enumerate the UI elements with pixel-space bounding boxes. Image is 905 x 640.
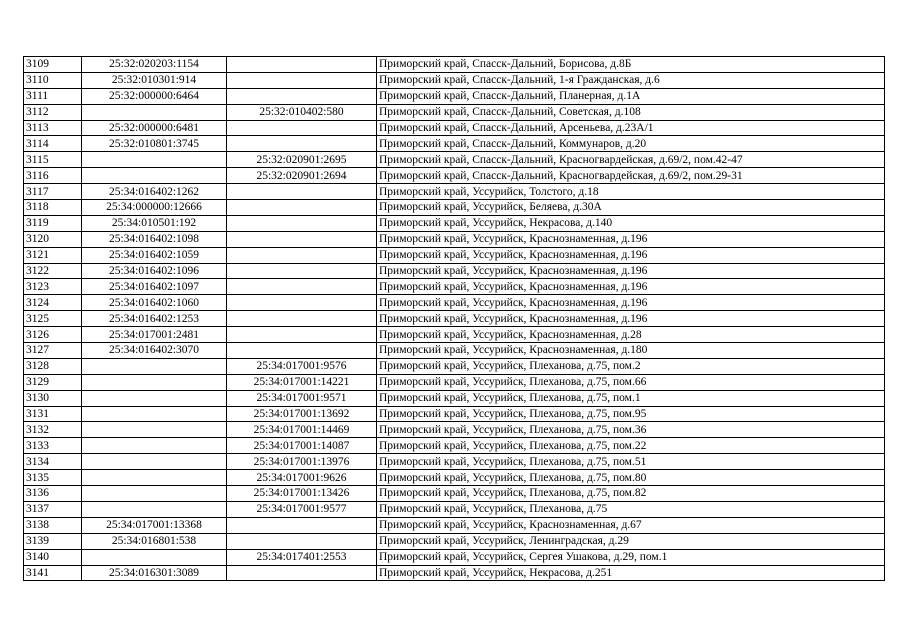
cadastral-number-cell	[82, 104, 227, 120]
premises-cadastral-number-cell	[227, 184, 377, 200]
row-number-cell: 3122	[24, 263, 82, 279]
cadastral-number-cell: 25:34:016402:1060	[82, 295, 227, 311]
premises-cadastral-number-cell	[227, 72, 377, 88]
address-cell: Приморский край, Уссурийск, Плеханова, д.75, пом.80	[377, 470, 885, 486]
cadastral-number-cell	[82, 470, 227, 486]
premises-cadastral-number-cell	[227, 295, 377, 311]
cadastral-number-cell: 25:34:017001:13368	[82, 517, 227, 533]
row-number-cell: 3113	[24, 120, 82, 136]
cadastral-number-cell	[82, 358, 227, 374]
address-cell: Приморский край, Уссурийск, Плеханова, д.75	[377, 501, 885, 517]
table-row	[24, 501, 885, 517]
cadastral-number-cell	[82, 422, 227, 438]
row-number-cell: 3112	[24, 104, 82, 120]
cadastral-number-cell: 25:34:016301:3089	[82, 565, 227, 581]
address-cell: Приморский край, Уссурийск, Краснознаменная, д.196	[377, 247, 885, 263]
address-cell: Приморский край, Уссурийск, Плеханова, д.75, пом.2	[377, 358, 885, 374]
cadastral-number-cell	[82, 438, 227, 454]
table-row	[24, 88, 885, 104]
cadastral-number-cell: 25:34:016402:1097	[82, 279, 227, 295]
table-row	[24, 374, 885, 390]
premises-cadastral-number-cell: 25:34:017001:9626	[227, 470, 377, 486]
cadastral-number-cell	[82, 454, 227, 470]
row-number-cell: 3138	[24, 517, 82, 533]
address-cell: Приморский край, Спасск-Дальний, 1-я Гражданская, д.6	[377, 72, 885, 88]
table-row	[24, 215, 885, 231]
table-row	[24, 470, 885, 486]
cadastral-number-cell	[82, 390, 227, 406]
table-row	[24, 57, 885, 73]
table-row	[24, 311, 885, 327]
premises-cadastral-number-cell	[227, 327, 377, 343]
row-number-cell: 3140	[24, 549, 82, 565]
row-number-cell: 3121	[24, 247, 82, 263]
row-number-cell: 3134	[24, 454, 82, 470]
cadastral-number-cell: 25:34:010501:192	[82, 215, 227, 231]
cadastral-number-cell: 25:34:016402:1059	[82, 247, 227, 263]
premises-cadastral-number-cell	[227, 279, 377, 295]
cadastral-number-cell	[82, 486, 227, 502]
address-cell: Приморский край, Уссурийск, Некрасова, д.251	[377, 565, 885, 581]
premises-cadastral-number-cell: 25:34:017001:14469	[227, 422, 377, 438]
table-row	[24, 104, 885, 120]
premises-cadastral-number-cell	[227, 247, 377, 263]
row-number-cell: 3126	[24, 327, 82, 343]
cadastral-number-cell: 25:34:017001:2481	[82, 327, 227, 343]
premises-cadastral-number-cell: 25:34:017001:9576	[227, 358, 377, 374]
row-number-cell: 3109	[24, 57, 82, 73]
premises-cadastral-number-cell	[227, 88, 377, 104]
cadastral-number-cell	[82, 501, 227, 517]
table-row	[24, 390, 885, 406]
premises-cadastral-number-cell	[227, 200, 377, 216]
row-number-cell: 3129	[24, 374, 82, 390]
table-row	[24, 438, 885, 454]
row-number-cell: 3116	[24, 168, 82, 184]
address-cell: Приморский край, Уссурийск, Плеханова, д.75, пом.36	[377, 422, 885, 438]
address-cell: Приморский край, Уссурийск, Ленинградская, д.29	[377, 533, 885, 549]
cadastral-number-cell: 25:32:000000:6481	[82, 120, 227, 136]
address-cell: Приморский край, Спасск-Дальний, Красногвардейская, д.69/2, пом.42-47	[377, 152, 885, 168]
address-cell: Приморский край, Уссурийск, Краснознаменная, д.180	[377, 343, 885, 359]
row-number-cell: 3123	[24, 279, 82, 295]
cadastral-number-cell: 25:34:016801:538	[82, 533, 227, 549]
address-cell: Приморский край, Уссурийск, Краснознаменная, д.196	[377, 263, 885, 279]
address-cell: Приморский край, Спасск-Дальний, Коммунаров, д.20	[377, 136, 885, 152]
row-number-cell: 3120	[24, 231, 82, 247]
address-cell: Приморский край, Уссурийск, Некрасова, д.140	[377, 215, 885, 231]
table-row	[24, 327, 885, 343]
row-number-cell: 3117	[24, 184, 82, 200]
premises-cadastral-number-cell	[227, 533, 377, 549]
row-number-cell: 3110	[24, 72, 82, 88]
premises-cadastral-number-cell	[227, 565, 377, 581]
cadastral-number-cell: 25:34:016402:1262	[82, 184, 227, 200]
premises-cadastral-number-cell	[227, 517, 377, 533]
table-row	[24, 565, 885, 581]
address-cell: Приморский край, Спасск-Дальний, Арсеньева, д.23А/1	[377, 120, 885, 136]
table-row	[24, 200, 885, 216]
table-row	[24, 517, 885, 533]
table-row	[24, 358, 885, 374]
row-number-cell: 3124	[24, 295, 82, 311]
row-number-cell: 3114	[24, 136, 82, 152]
address-cell: Приморский край, Уссурийск, Плеханова, д.75, пом.22	[377, 438, 885, 454]
row-number-cell: 3141	[24, 565, 82, 581]
cadastral-number-cell	[82, 406, 227, 422]
premises-cadastral-number-cell: 25:34:017001:14087	[227, 438, 377, 454]
table-row	[24, 72, 885, 88]
row-number-cell: 3111	[24, 88, 82, 104]
premises-cadastral-number-cell	[227, 120, 377, 136]
row-number-cell: 3136	[24, 486, 82, 502]
cadastral-number-cell: 25:32:010801:3745	[82, 136, 227, 152]
premises-cadastral-number-cell	[227, 231, 377, 247]
table-row	[24, 120, 885, 136]
premises-cadastral-number-cell	[227, 311, 377, 327]
premises-cadastral-number-cell: 25:34:017001:13692	[227, 406, 377, 422]
address-cell: Приморский край, Уссурийск, Плеханова, д.75, пом.51	[377, 454, 885, 470]
row-number-cell: 3119	[24, 215, 82, 231]
table-row	[24, 406, 885, 422]
table-row	[24, 247, 885, 263]
cadastral-number-cell	[82, 374, 227, 390]
address-cell: Приморский край, Уссурийск, Краснознаменная, д.196	[377, 311, 885, 327]
table-row	[24, 454, 885, 470]
table-row	[24, 168, 885, 184]
premises-cadastral-number-cell: 25:32:020901:2695	[227, 152, 377, 168]
cadastral-number-cell: 25:34:016402:1096	[82, 263, 227, 279]
premises-cadastral-number-cell: 25:32:010402:580	[227, 104, 377, 120]
cadastral-number-cell: 25:34:016402:3070	[82, 343, 227, 359]
cadastral-number-cell: 25:34:000000:12666	[82, 200, 227, 216]
table-row	[24, 136, 885, 152]
row-number-cell: 3131	[24, 406, 82, 422]
table-row	[24, 231, 885, 247]
address-cell: Приморский край, Спасск-Дальний, Борисова, д.8Б	[377, 57, 885, 73]
address-cell: Приморский край, Уссурийск, Краснознаменная, д.28	[377, 327, 885, 343]
table-row	[24, 549, 885, 565]
table-row	[24, 184, 885, 200]
row-number-cell: 3115	[24, 152, 82, 168]
cadastral-number-cell: 25:32:000000:6464	[82, 88, 227, 104]
table-row	[24, 279, 885, 295]
cadastral-number-cell	[82, 152, 227, 168]
cadastral-number-cell	[82, 168, 227, 184]
premises-cadastral-number-cell: 25:32:020901:2694	[227, 168, 377, 184]
cadastral-number-cell: 25:34:016402:1098	[82, 231, 227, 247]
property-register-table	[23, 56, 885, 581]
premises-cadastral-number-cell	[227, 263, 377, 279]
address-cell: Приморский край, Уссурийск, Краснознаменная, д.196	[377, 279, 885, 295]
premises-cadastral-number-cell: 25:34:017001:13426	[227, 486, 377, 502]
premises-cadastral-number-cell	[227, 215, 377, 231]
premises-cadastral-number-cell: 25:34:017001:13976	[227, 454, 377, 470]
row-number-cell: 3130	[24, 390, 82, 406]
address-cell: Приморский край, Спасск-Дальний, Планерная, д.1А	[377, 88, 885, 104]
cadastral-number-cell: 25:34:016402:1253	[82, 311, 227, 327]
premises-cadastral-number-cell: 25:34:017001:9577	[227, 501, 377, 517]
address-cell: Приморский край, Уссурийск, Краснознаменная, д.196	[377, 231, 885, 247]
address-cell: Приморский край, Уссурийск, Сергея Ушакова, д.29, пом.1	[377, 549, 885, 565]
cadastral-number-cell	[82, 549, 227, 565]
row-number-cell: 3135	[24, 470, 82, 486]
table-row	[24, 295, 885, 311]
table-row	[24, 152, 885, 168]
premises-cadastral-number-cell	[227, 136, 377, 152]
address-cell: Приморский край, Уссурийск, Беляева, д.30А	[377, 200, 885, 216]
address-cell: Приморский край, Уссурийск, Краснознаменная, д.196	[377, 295, 885, 311]
address-cell: Приморский край, Уссурийск, Плеханова, д.75, пом.82	[377, 486, 885, 502]
row-number-cell: 3132	[24, 422, 82, 438]
premises-cadastral-number-cell: 25:34:017001:14221	[227, 374, 377, 390]
row-number-cell: 3133	[24, 438, 82, 454]
row-number-cell: 3125	[24, 311, 82, 327]
row-number-cell: 3127	[24, 343, 82, 359]
row-number-cell: 3128	[24, 358, 82, 374]
address-cell: Приморский край, Уссурийск, Плеханова, д.75, пом.66	[377, 374, 885, 390]
row-number-cell: 3118	[24, 200, 82, 216]
address-cell: Приморский край, Уссурийск, Толстого, д.18	[377, 184, 885, 200]
cadastral-number-cell: 25:32:010301:914	[82, 72, 227, 88]
table-row	[24, 422, 885, 438]
premises-cadastral-number-cell	[227, 343, 377, 359]
address-cell: Приморский край, Уссурийск, Краснознаменная, д.67	[377, 517, 885, 533]
table-body	[24, 57, 885, 581]
table-row	[24, 533, 885, 549]
table-row	[24, 343, 885, 359]
row-number-cell: 3137	[24, 501, 82, 517]
row-number-cell: 3139	[24, 533, 82, 549]
table-row	[24, 486, 885, 502]
address-cell: Приморский край, Спасск-Дальний, Красногвардейская, д.69/2, пом.29-31	[377, 168, 885, 184]
table-row	[24, 263, 885, 279]
address-cell: Приморский край, Уссурийск, Плеханова, д.75, пом.95	[377, 406, 885, 422]
cadastral-number-cell: 25:32:020203:1154	[82, 57, 227, 73]
address-cell: Приморский край, Спасск-Дальний, Советская, д.108	[377, 104, 885, 120]
address-cell: Приморский край, Уссурийск, Плеханова, д.75, пом.1	[377, 390, 885, 406]
premises-cadastral-number-cell	[227, 57, 377, 73]
premises-cadastral-number-cell: 25:34:017001:9571	[227, 390, 377, 406]
premises-cadastral-number-cell: 25:34:017401:2553	[227, 549, 377, 565]
